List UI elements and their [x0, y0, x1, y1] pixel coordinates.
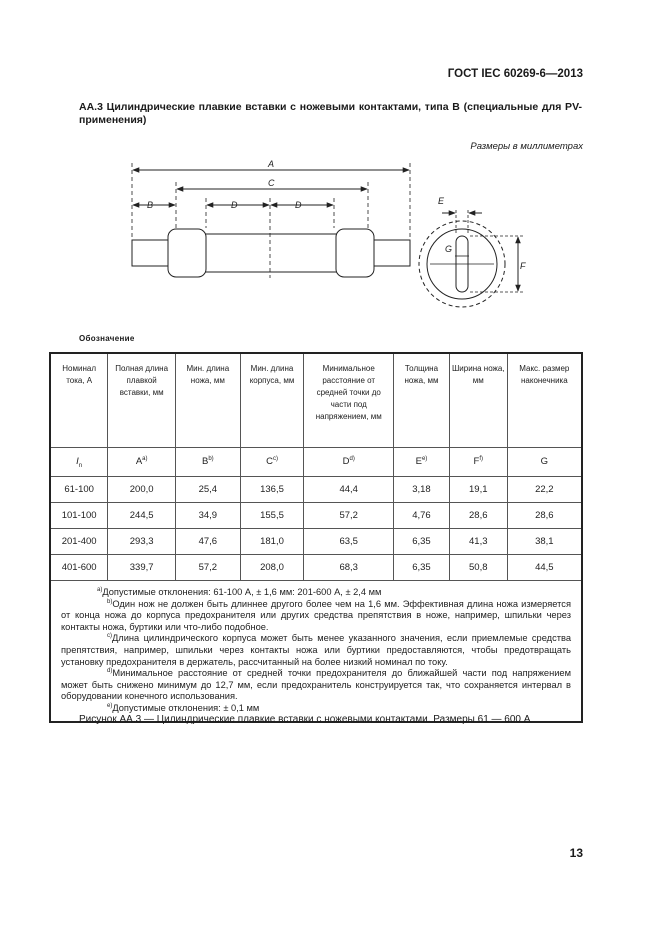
symbol-main: B — [201, 455, 209, 467]
table-cell: 6,35 — [394, 529, 450, 555]
dim-label-b: B — [147, 200, 154, 210]
symbol-main: E — [415, 455, 422, 467]
footnote-text: Допустимые отклонения: ± 0,1 мм — [112, 702, 260, 713]
symbol-sup: c) — [272, 455, 278, 462]
dim-label-a: A — [268, 159, 275, 169]
column-symbol — [240, 448, 304, 477]
table-cell: 28,6 — [449, 503, 507, 529]
right-end-cap — [336, 229, 374, 277]
column-header: Мин. длина корпуса, мм — [240, 353, 304, 448]
notes-row — [50, 581, 582, 722]
figure-caption: Рисунок АА.3 — Цилиндрические плавкие вставки с ножевыми контактами. Размеры 61 — 600 А — [79, 714, 531, 725]
symbol-sup: d) — [349, 455, 355, 462]
column-symbol — [108, 448, 176, 477]
symbol-main: D — [342, 455, 350, 467]
table-cell: 61-100 — [50, 477, 108, 503]
table-cell: 136,5 — [240, 477, 304, 503]
symbol-sup: e) — [421, 455, 428, 462]
table-cell: 101-100 — [50, 503, 108, 529]
units-note: Размеры в миллиметрах — [470, 141, 583, 152]
column-header: Макс. размер наконечника — [507, 353, 582, 448]
footnote-mark: d) — [107, 668, 113, 675]
symbol-row — [50, 448, 582, 477]
symbol-main: G — [540, 455, 549, 467]
footnote — [61, 703, 571, 715]
table-cell: 38,1 — [507, 529, 582, 555]
dim-label-g: G — [445, 244, 453, 254]
dimensions-table — [49, 352, 583, 723]
table-cell: 208,0 — [240, 555, 304, 581]
symbol-main: C — [266, 455, 273, 467]
symbol-sub: n — [78, 462, 83, 469]
symbol-main: F — [473, 455, 480, 467]
column-symbol — [50, 448, 108, 477]
symbol-sup: a) — [142, 455, 148, 462]
table-row — [50, 529, 582, 555]
table-cell: 50,8 — [449, 555, 507, 581]
fuse-link-drawing — [120, 158, 530, 330]
table-cell: 339,7 — [108, 555, 176, 581]
table-header-row — [50, 353, 582, 448]
table-row — [50, 477, 582, 503]
legend-caption: Обозначение — [79, 334, 135, 343]
column-header: Полная длина плавкой вставки, мм — [108, 353, 176, 448]
table-cell: 201-400 — [50, 529, 108, 555]
footnote-mark: a) — [97, 586, 103, 593]
column-symbol — [449, 448, 507, 477]
table-cell: 41,3 — [449, 529, 507, 555]
table-row — [50, 503, 582, 529]
table-cell: 200,0 — [108, 477, 176, 503]
dim-label-d1: D — [231, 200, 238, 210]
column-symbol — [394, 448, 450, 477]
table-cell: 22,2 — [507, 477, 582, 503]
table-notes — [50, 581, 582, 722]
left-end-cap — [168, 229, 206, 277]
table-cell: 57,2 — [304, 503, 394, 529]
footnote — [61, 599, 571, 634]
dim-label-e: E — [438, 196, 445, 206]
table-cell: 293,3 — [108, 529, 176, 555]
table-cell: 19,1 — [449, 477, 507, 503]
table-cell: 34,9 — [176, 503, 241, 529]
standard-designation: ГОСТ IEC 60269-6—2013 — [447, 68, 583, 80]
table-cell: 3,18 — [394, 477, 450, 503]
footnote-text: Один нож не должен быть длиннее другого более чем на 1,6 мм. Эффективная длина ножа измеряется от конца ножа до корпуса предохранителя или других средства препятствия в ноже, например, шпильки через контакты ножа, буртики или что-либо подобное. — [61, 598, 571, 632]
symbol-main: A — [135, 455, 143, 467]
footnote — [61, 668, 571, 703]
table-cell: 181,0 — [240, 529, 304, 555]
end-view — [419, 210, 524, 307]
column-header: Ширина ножа, мм — [449, 353, 507, 448]
footnote-mark: b) — [107, 598, 113, 605]
dim-label-d2: D — [295, 200, 302, 210]
column-symbol — [507, 448, 582, 477]
column-header: Толщина ножа, мм — [394, 353, 450, 448]
page-number: 13 — [569, 846, 583, 860]
table-cell: 25,4 — [176, 477, 241, 503]
table-cell: 57,2 — [176, 555, 241, 581]
symbol-sup: f) — [479, 455, 484, 462]
table-cell: 401-600 — [50, 555, 108, 581]
table-row — [50, 555, 582, 581]
table-cell: 6,35 — [394, 555, 450, 581]
dim-label-c: C — [268, 178, 275, 188]
dim-label-f: F — [520, 261, 526, 271]
column-symbol — [304, 448, 394, 477]
table-cell: 44,4 — [304, 477, 394, 503]
symbol-sup: b) — [208, 455, 214, 462]
table-cell: 155,5 — [240, 503, 304, 529]
footnote-text: Допустимые отклонения: 61-100 А, ± 1,6 мм: 201-600 А, ± 2,4 мм — [102, 587, 382, 597]
table-cell: 244,5 — [108, 503, 176, 529]
section-heading: АА.3 Цилиндрические плавкие вставки с ножевыми контактами, типа В (специальные для PV-применения) — [79, 101, 582, 126]
footnote-mark: c) — [107, 633, 112, 640]
table-cell: 47,6 — [176, 529, 241, 555]
footnote-text: Длина цилиндрического корпуса может быть менее указанного значения, если приемлемые средства препятствия, например, шпильки через контакты ножа или буртики предоставляются, чтобы предотвращать установку предохранителя в держатель, рассчитанный на более низкий номинал по току. — [61, 633, 571, 667]
footnote-mark: e) — [107, 702, 113, 709]
column-header: Мин. длина ножа, мм — [176, 353, 241, 448]
column-header: Минимальное расстояние от средней точки до части под напряжением, мм — [304, 353, 394, 448]
column-symbol — [176, 448, 241, 477]
table-cell: 68,3 — [304, 555, 394, 581]
symbol-main: I — [76, 455, 79, 467]
table-cell: 63,5 — [304, 529, 394, 555]
footnote — [61, 587, 571, 599]
footnote-text: Минимальное расстояние от средней точки предохранителя до ближайшей части под напряжением может быть снижено минимум до 12,7 мм, если предохранитель конструируется так, что сохраняется интервал в оборудовании конечного использования. — [61, 668, 571, 702]
table-cell: 44,5 — [507, 555, 582, 581]
table-cell: 4,76 — [394, 503, 450, 529]
footnote — [61, 633, 571, 668]
table-cell: 28,6 — [507, 503, 582, 529]
column-header: Номинал тока, А — [50, 353, 108, 448]
fuse-body — [204, 234, 338, 272]
